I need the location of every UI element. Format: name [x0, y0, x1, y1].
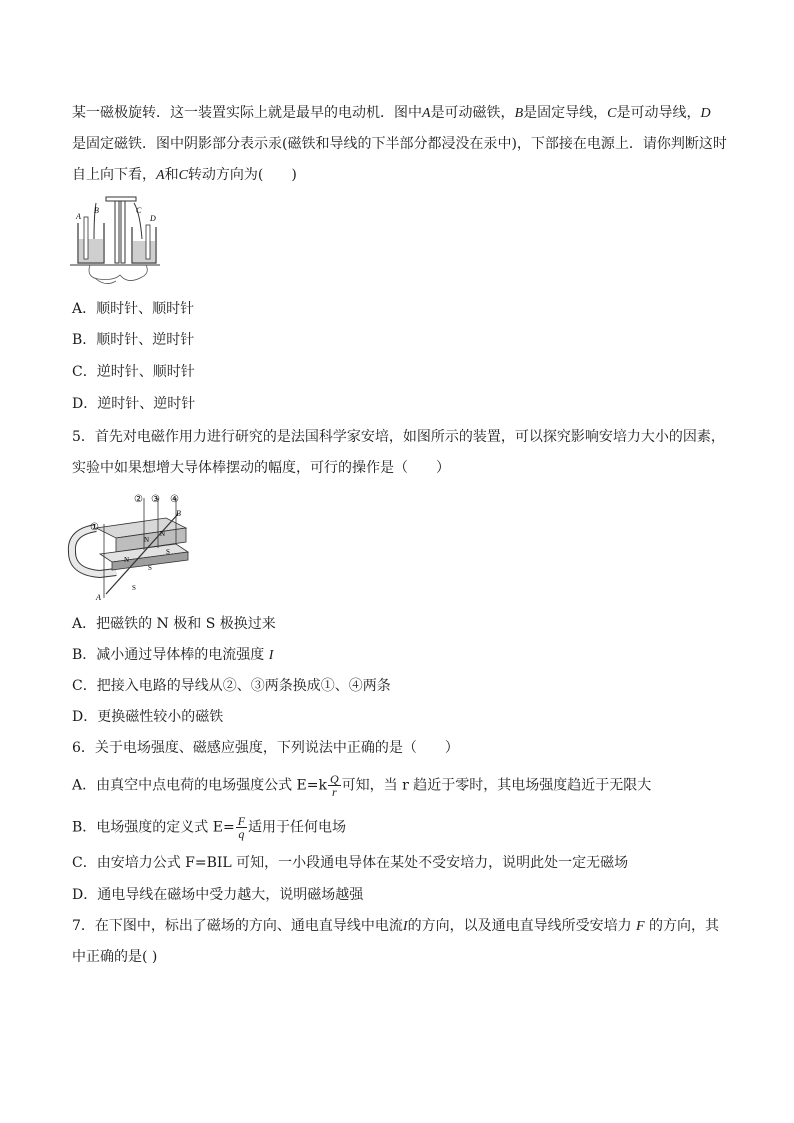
q4-figure-label-b: B	[94, 206, 99, 215]
q6-option-b[interactable]: B．电场强度的定义式 E= $\frac{F}{q}$ 适用于任何电场	[72, 814, 347, 841]
q5-figure-label-n1: N	[124, 556, 130, 564]
q6-option-a[interactable]: A．由真空中点电荷的电场强度公式 E=k $\frac{Q}{r}$ 可知，当 r 趋近于零时，其电场强度趋近于无限大	[72, 772, 652, 799]
q4-option-b[interactable]: B．顺时针、逆时针	[72, 332, 195, 348]
q4-option-a[interactable]: A．顺时针、顺时针	[72, 301, 195, 317]
q4-figure-label-c: C	[136, 206, 142, 215]
q6-option-c[interactable]: C．由安培力公式 F=BIL 可知，一小段通电导体在某处不受安培力，说明此处一定无磁场	[72, 855, 629, 871]
q4-stem-line3: 自上向下看，A和C转动方向为( )	[72, 167, 297, 183]
q4-option-d[interactable]: D．逆时针、逆时针	[72, 396, 196, 412]
q6-option-d[interactable]: D．通电导线在磁场中受力越大，说明磁场越强	[72, 887, 364, 903]
q5-option-c[interactable]: C．把接入电路的导线从②、③两条换成①、④两条	[72, 678, 391, 694]
q5-figure-label-a: A	[96, 593, 101, 602]
q6-stem: 6．关于电场强度、磁感应强度，下列说法中正确的是（ ）	[72, 740, 459, 756]
q5-figure-label-b: B	[176, 509, 181, 518]
q5-figure-label-s2: S	[148, 564, 152, 572]
q5-figure-label-n3: N	[160, 530, 166, 538]
q5-figure-label-s1: S	[132, 584, 136, 592]
q5-option-b[interactable]: B．减小通过导体棒的电流强度 I	[72, 647, 274, 663]
q6-fraction-f-over-q: $\frac{F}{q}$	[237, 814, 246, 841]
q5-option-d[interactable]: D．更换磁性较小的磁铁	[72, 709, 224, 725]
q7-stem-line1: 7．在下图中，标出了磁场的方向、通电直导线中电流I的方向，以及通电直导线所受安培力 F 的方向，其	[72, 918, 720, 934]
q5-figure-label-w4: ④	[170, 494, 179, 505]
q4-figure-label-d: D	[150, 214, 156, 223]
q5-figure-label-n2: N	[144, 536, 150, 544]
q5-stem-line1: 5．首先对电磁作用力进行研究的是法国科学家安培，如图所示的装置，可以探究影响安培力大小的因素，	[72, 429, 725, 445]
q5-figure-label-w3: ③	[151, 494, 160, 505]
q5-stem-line2: 实验中如果想增大导体棒摆动的幅度，可行的操作是（ ）	[72, 460, 450, 476]
q6-fraction-q-over-r: $\frac{Q}{r}$	[330, 772, 339, 799]
q4-figure-label-a: A	[76, 212, 81, 221]
q5-ampere-figure	[66, 490, 196, 602]
q5-figure-label-w2: ②	[134, 494, 143, 505]
q5-figure-label-s3: S	[166, 548, 170, 556]
q4-stem-line2: 是固定磁铁．图中阴影部分表示汞(磁铁和导线的下半部分都浸没在汞中)，下部接在电源上．请你判断这时	[72, 136, 727, 152]
q5-option-a[interactable]: A．把磁铁的 N 极和 S 极换过来	[72, 616, 276, 632]
q4-option-c[interactable]: C．逆时针、顺时针	[72, 364, 195, 380]
q4-motor-figure	[70, 195, 160, 290]
q4-stem-line1: 某一磁极旋转．这一装置实际上就是最早的电动机．图中A是可动磁铁，B是固定导线，C是可动导线，D	[72, 105, 711, 121]
q5-figure-label-w1: ①	[90, 522, 99, 533]
q7-stem-line2: 中正确的是( )	[72, 949, 158, 965]
